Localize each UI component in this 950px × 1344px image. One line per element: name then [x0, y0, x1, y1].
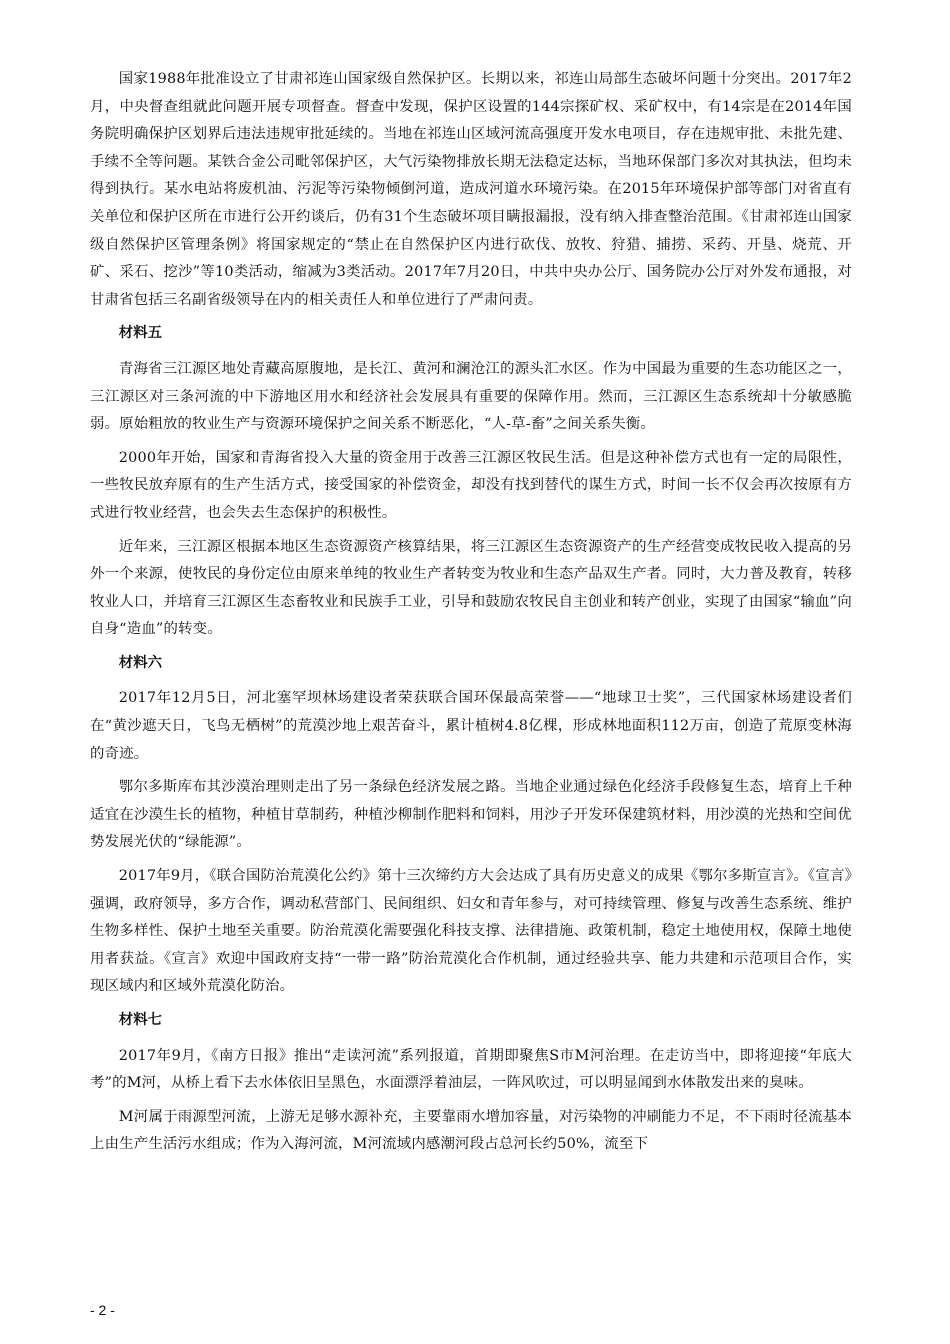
- paragraph: 2017年9月，《联合国防治荒漠化公约》第十三次缔约方大会达成了具有历史意义的成果《鄂尔多斯宣言》。《宣言》强调，政府领导，多方合作，调动私营部门、民间组织、妇女和青年参与，对可持续管理、修复与改善生态系统、维护生物多样性、保护土地至关重要。防治荒漠化需要强化科技支撑、法律措施、政策机制，稳定土地使用权，保障土地使用者获益。《宣言》欢迎中国政府支持“一带一路”防治荒漠化合作机制，通过经验共享、能力共建和示范项目合作，实现区域内和区域外荒漠化防治。: [90, 868, 852, 995]
- section-heading: 材料七: [118, 1012, 162, 1028]
- paragraph: 鄂尔多斯库布其沙漠治理则走出了另一条绿色经济发展之路。当地企业通过绿色化经济手段修复生态，培育上千种适宜在沙漠生长的植物，种植甘草制药，种植沙柳制作肥料和饲料，用沙子开发环保建筑材料，用沙漠的光热和空间优势发展光伏的“绿能源”。: [90, 779, 852, 851]
- paragraph: 2000年开始，国家和青海省投入大量的资金用于改善三江源区牧民生活。但是这种补偿方式也有一定的局限性，一些牧民放弃原有的生产生活方式，接受国家的补偿资金，却没有找到替代的谋生方式，时间一长不仅会再次按原有方式进行牧业经营，也会失去生态保护的积极性。: [90, 449, 852, 521]
- paragraph: 国家1988年批准设立了甘肃祁连山国家级自然保护区。长期以来，祁连山局部生态破坏问题十分突出。2017年2月，中央督查组就此问题开展专项督查。督查中发现，保护区设置的144宗探矿权、采矿权中，有14宗是在2014年国务院明确保护区划界后违法违规审批延续的。当地在祁连山区域河流高强度开发水电项目，存在违规审批、未批先建、手续不全等问题。某铁合金公司毗邻保护区，大气污染物排放长期无法稳定达标，当地环保部门多次对其执法，但均未得到执行。某水电站将废机油、污泥等污染物倾倒河道，造成河道水环境污染。在2015年环境保护部等部门对省直有关单位和保护区所在市进行公开约谈后，仍有31个生态破坏项目瞒报漏报，没有纳入排查整治范围。《甘肃祁连山国家级自然保护区管理条例》将国家规定的“禁止在自然保护区内进行砍伐、放牧、狩猎、捕捞、采药、开垦、烧荒、开矿、采石、挖沙”等10类活动，缩减为3类活动。2017年7月20日，中共中央办公厅、国务院办公厅对外发布通报，对甘肃省包括三名副省级领导在内的相关责任人和单位进行了严肃问责。: [90, 71, 852, 308]
- document-body: [90, 66, 852, 1165]
- page-number: - 2 -: [90, 1302, 115, 1318]
- section-heading: 材料六: [118, 654, 162, 671]
- paragraph: 近年来，三江源区根据本地区生态资源资产核算结果，将三江源区生态资源资产的生产经营变成牧民收入提高的另外一个来源，使牧民的身份定位由原来单纯的牧业生产者转变为牧业和生态产品双生产者。同时，大力普及教育，转移牧业人口，并培育三江源区生态畜牧业和民族手工业，引导和鼓励农牧民自主创业和转产创业，实现了由国家“输血”向自身“造血”的转变。: [90, 538, 852, 638]
- paragraph: M河属于雨源型河流，上游无足够水源补充，主要靠雨水增加容量，对污染物的冲刷能力不足，不下雨时径流基本上由生产生活污水组成；作为入海河流，M河流域内感潮河段占总河长约50%，流至下: [90, 1108, 852, 1153]
- paragraph: 2017年9月，《南方日报》推出“走读河流”系列报道，首期即聚焦S市M河治理。在走访当中，即将迎接“年底大考”的M河，从桥上看下去水体依旧呈黑色，水面漂浮着油层，一阵风吹过，可以明显闻到水体散发出来的臭味。: [90, 1047, 852, 1092]
- paragraph: 青海省三江源区地处青藏高原腹地，是长江、黄河和澜沧江的源头汇水区。作为中国最为重要的生态功能区之一，三江源区对三条河流的中下游地区用水和经济社会发展具有重要的保障作用。然而，三江源区生态系统却十分敏感脆弱。原始粗放的牧业生产与资源环境保护之间关系不断恶化，“人-草-畜”之间关系失衡。: [90, 360, 852, 433]
- paragraph: 2017年12月5日，河北塞罕坝林场建设者荣获联合国环保最高荣誉——“地球卫士奖”，三代国家林场建设者们在“黄沙遮天日，飞鸟无栖树”的荒漠沙地上艰苦奋斗，累计植树4.8亿棵，形成林地面积112万亩，创造了荒原变林海的奇迹。: [90, 690, 852, 762]
- section-heading: 材料五: [118, 325, 162, 342]
